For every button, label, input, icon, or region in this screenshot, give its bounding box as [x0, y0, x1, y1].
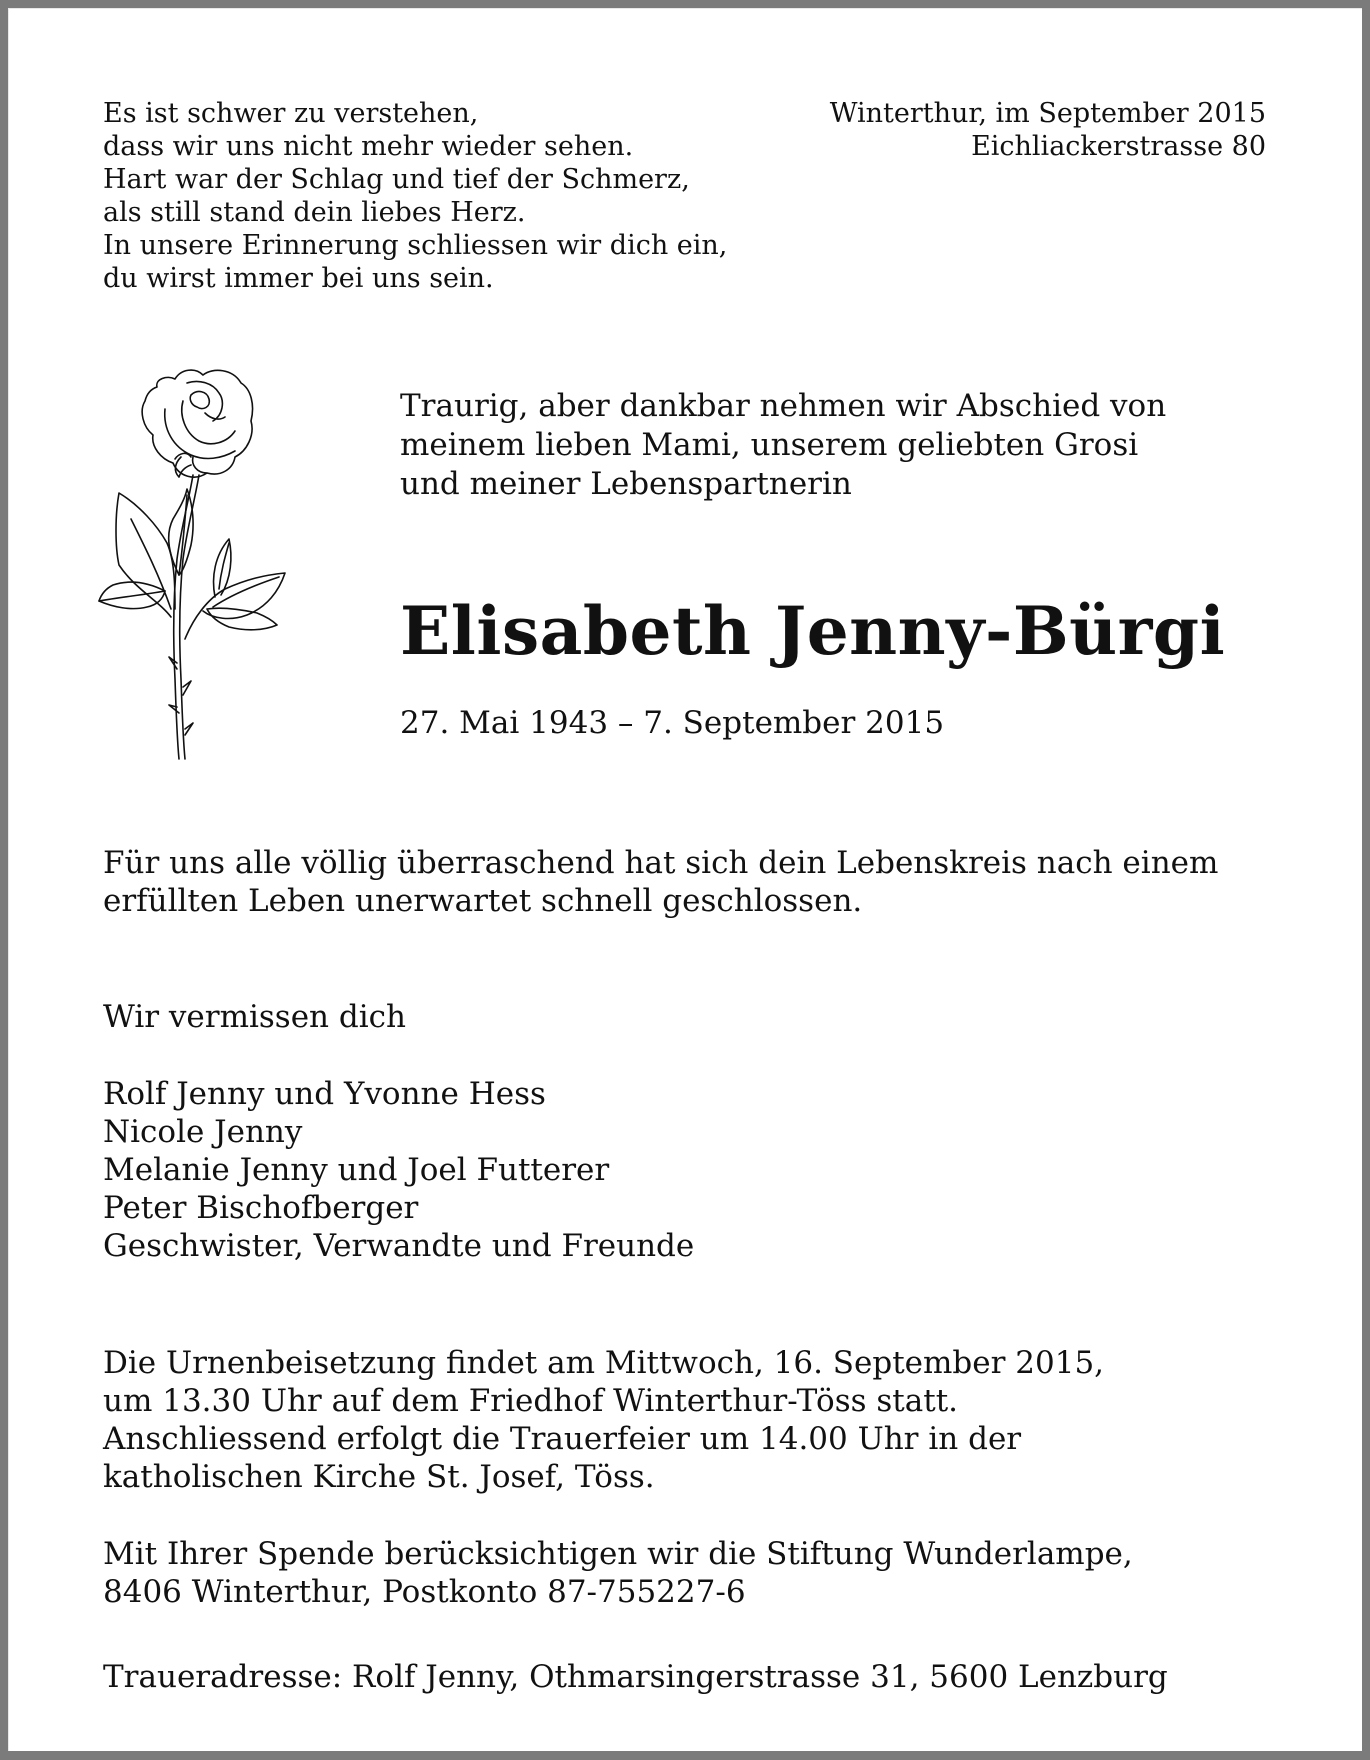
deceased-name: Elisabeth Jenny-Bürgi [400, 592, 1226, 670]
obituary-page [8, 8, 1362, 1751]
message-paragraph [103, 844, 1218, 920]
intro-line: und meiner Lebenspartnerin [400, 466, 852, 502]
street-address: Eichliackerstrasse 80 [971, 131, 1266, 162]
ceremony-line: katholischen Kirche St. Josef, Töss. [103, 1459, 655, 1495]
ceremony-line: Anschliessend erfolgt die Trauerfeier um 14.00 Uhr in der [103, 1421, 1022, 1457]
mourner: Geschwister, Verwandte und Freunde [103, 1228, 695, 1264]
donation-line: 8406 Winterthur, Postkonto 87-755227-6 [103, 1574, 746, 1610]
rose-icon [95, 339, 295, 764]
poem-line: als still stand dein liebes Herz. [103, 197, 526, 228]
message-line: erfüllten Leben unerwartet schnell geschlossen. [103, 883, 863, 919]
place-and-address [830, 97, 1266, 163]
poem-line: du wirst immer bei uns sein. [103, 263, 494, 294]
place-date: Winterthur, im September 2015 [829, 98, 1266, 129]
poem [103, 97, 727, 295]
mourner: Nicole Jenny [103, 1114, 303, 1150]
poem-line: Es ist schwer zu verstehen, [103, 98, 479, 129]
intro-line: meinem lieben Mami, unserem geliebten Grosi [400, 427, 1139, 463]
closing-line: Wir vermissen dich [103, 999, 406, 1035]
mourners-list [103, 1075, 694, 1265]
ceremony-line: Die Urnenbeisetzung findet am Mittwoch, 16. September 2015, [103, 1345, 1105, 1381]
farewell-intro [400, 387, 1166, 504]
donation-line: Mit Ihrer Spende berücksichtigen wir die Stiftung Wunderlampe, [103, 1536, 1133, 1572]
ceremony-line: um 13.30 Uhr auf dem Friedhof Winterthur-Töss statt. [103, 1383, 959, 1419]
donation-paragraph [103, 1535, 1133, 1611]
poem-line: dass wir uns nicht mehr wieder sehen. [103, 131, 634, 162]
mourning-address: Traueradresse: Rolf Jenny, Othmarsingerstrasse 31, 5600 Lenzburg [103, 1659, 1168, 1695]
ceremony-paragraph [103, 1344, 1104, 1496]
mourner: Rolf Jenny und Yvonne Hess [103, 1076, 546, 1112]
life-dates: 27. Mai 1943 – 7. September 2015 [400, 705, 945, 741]
message-line: Für uns alle völlig überraschend hat sich dein Lebenskreis nach einem [103, 845, 1219, 881]
intro-line: Traurig, aber dankbar nehmen wir Abschied von [400, 388, 1167, 424]
poem-line: In unsere Erinnerung schliessen wir dich ein, [103, 230, 728, 261]
mourner: Melanie Jenny und Joel Futterer [103, 1152, 610, 1188]
mourner: Peter Bischofberger [103, 1190, 419, 1226]
poem-line: Hart war der Schlag und tief der Schmerz, [103, 164, 690, 195]
